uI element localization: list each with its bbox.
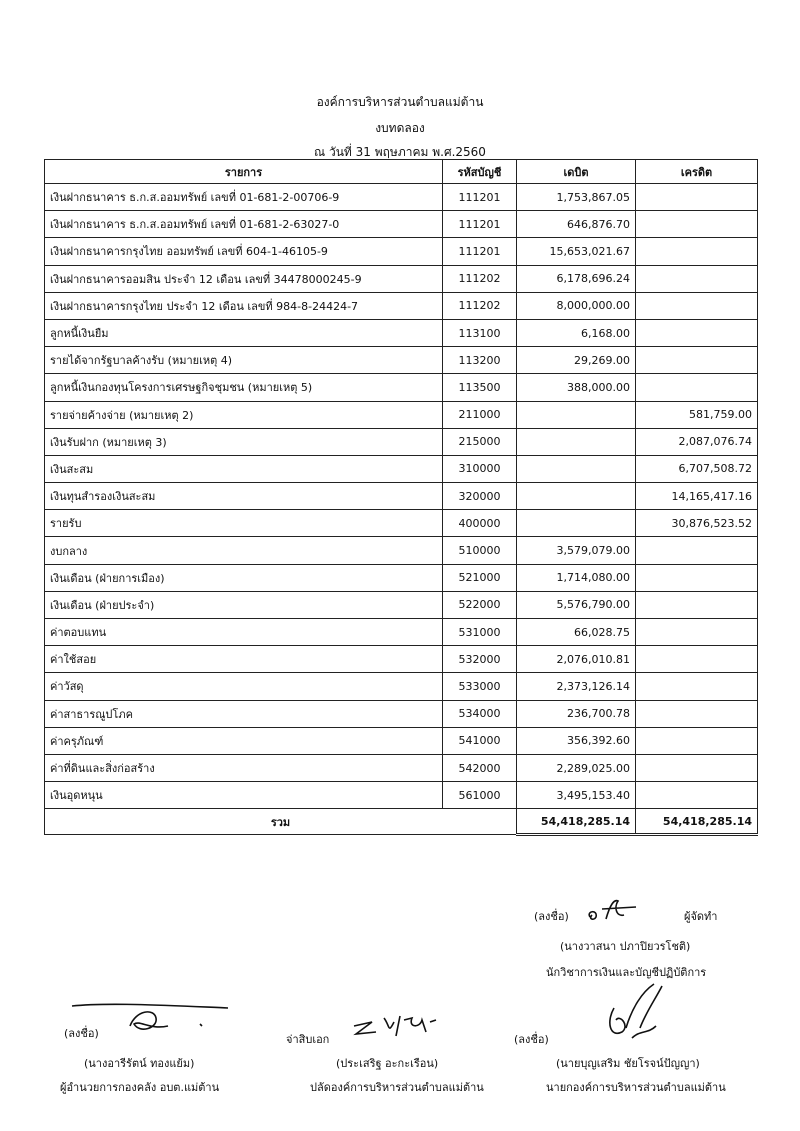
table-row (45, 347, 758, 374)
total-debit: 54,418,285.14 (517, 809, 636, 835)
row-debit (517, 483, 636, 510)
row-debit (517, 401, 636, 428)
row-account-code: 215000 (443, 428, 517, 455)
row-credit: 30,876,523.52 (636, 510, 758, 537)
row-credit (636, 292, 758, 319)
preparer-sign-prefix: (ลงชื่อ) (534, 910, 569, 923)
total-label: รวม (45, 809, 517, 835)
table-row (45, 428, 758, 455)
row-credit (636, 184, 758, 211)
mayor-signature-image (596, 978, 676, 1052)
row-item-name: เงินฝากธนาคาร ธ.ก.ส.ออมทรัพย์ เลขที่ 01-681-2-00706-9 (45, 184, 443, 211)
document-title: งบทดลอง (375, 121, 425, 135)
row-debit (517, 455, 636, 482)
row-credit (636, 727, 758, 754)
finance-name: (นางอารีรัตน์ ทองแย้ม) (84, 1057, 195, 1070)
row-item-name: ลูกหนี้เงินกองทุนโครงการเศรษฐกิจชุมชน (หมายเหตุ 5) (45, 374, 443, 401)
table-row (45, 673, 758, 700)
row-account-code: 400000 (443, 510, 517, 537)
row-credit (636, 319, 758, 346)
row-credit (636, 265, 758, 292)
row-debit: 66,028.75 (517, 619, 636, 646)
row-item-name: ค่าตอบแทน (45, 619, 443, 646)
deputy-name: (ประเสริฐ อะกะเรือน) (336, 1057, 439, 1070)
row-account-code: 561000 (443, 782, 517, 809)
row-account-code: 310000 (443, 455, 517, 482)
row-debit: 1,714,080.00 (517, 564, 636, 591)
row-item-name: ลูกหนี้เงินยืม (45, 319, 443, 346)
row-account-code: 522000 (443, 591, 517, 618)
preparer-name: (นางวาสนา ปภาปิยวรโชติ) (560, 940, 691, 953)
table-row (45, 184, 758, 211)
row-item-name: เงินเดือน (ฝ่ายประจำ) (45, 591, 443, 618)
row-item-name: เงินฝากธนาคารออมสิน ประจำ 12 เดือน เลขที่ 34478000245-9 (45, 265, 443, 292)
deputy-rank: จ่าสิบเอก (286, 1033, 330, 1046)
row-debit: 356,392.60 (517, 727, 636, 754)
table-row (45, 510, 758, 537)
row-credit (636, 619, 758, 646)
table-row (45, 374, 758, 401)
table-row (45, 646, 758, 673)
row-item-name: ค่าครุภัณฑ์ (45, 727, 443, 754)
mayor-position: นายกองค์การบริหารส่วนตำบลแม่ต้าน (546, 1081, 726, 1094)
row-account-code: 521000 (443, 564, 517, 591)
row-credit (636, 537, 758, 564)
table-row (45, 700, 758, 727)
row-debit (517, 428, 636, 455)
preparer-signature-image (584, 895, 654, 925)
row-account-code: 510000 (443, 537, 517, 564)
row-debit: 5,576,790.00 (517, 591, 636, 618)
row-credit (636, 782, 758, 809)
table-row (45, 537, 758, 564)
row-account-code: 211000 (443, 401, 517, 428)
row-debit: 6,168.00 (517, 319, 636, 346)
row-debit: 236,700.78 (517, 700, 636, 727)
mayor-sign-prefix: (ลงชื่อ) (514, 1033, 549, 1046)
table-header-row (45, 160, 758, 184)
table-row (45, 401, 758, 428)
table-row (45, 754, 758, 781)
row-item-name: เงินฝากธนาคารกรุงไทย ออมทรัพย์ เลขที่ 604-1-46105-9 (45, 238, 443, 265)
mayor-name: (นายบุญเสริม ชัยโรจน์ปัญญา) (556, 1057, 700, 1070)
row-account-code: 111201 (443, 238, 517, 265)
table-row (45, 319, 758, 346)
row-account-code: 111202 (443, 265, 517, 292)
table-row (45, 292, 758, 319)
deputy-signature-image (350, 1010, 450, 1044)
row-credit (636, 374, 758, 401)
table-row (45, 591, 758, 618)
row-debit: 8,000,000.00 (517, 292, 636, 319)
row-debit: 2,373,126.14 (517, 673, 636, 700)
row-item-name: เงินฝากธนาคาร ธ.ก.ส.ออมทรัพย์ เลขที่ 01-681-2-63027-0 (45, 211, 443, 238)
row-account-code: 320000 (443, 483, 517, 510)
finance-position: ผู้อำนวยการกองคลัง อบต.แม่ต้าน (60, 1081, 220, 1094)
row-credit (636, 700, 758, 727)
table-row (45, 265, 758, 292)
row-credit (636, 646, 758, 673)
row-credit: 2,087,076.74 (636, 428, 758, 455)
row-account-code: 113500 (443, 374, 517, 401)
row-account-code: 532000 (443, 646, 517, 673)
total-row (45, 809, 758, 835)
row-credit: 6,707,508.72 (636, 455, 758, 482)
row-credit (636, 754, 758, 781)
row-item-name: รายได้จากรัฐบาลค้างรับ (หมายเหตุ 4) (45, 347, 443, 374)
row-item-name: ค่าที่ดินและสิ่งก่อสร้าง (45, 754, 443, 781)
row-account-code: 542000 (443, 754, 517, 781)
row-debit: 2,076,010.81 (517, 646, 636, 673)
row-account-code: 111202 (443, 292, 517, 319)
trial-balance-table (44, 159, 758, 836)
preparer-position: นักวิชาการเงินและบัญชีปฏิบัติการ (546, 966, 707, 979)
table-row (45, 455, 758, 482)
row-debit: 1,753,867.05 (517, 184, 636, 211)
row-item-name: เงินสะสม (45, 455, 443, 482)
total-credit: 54,418,285.14 (636, 809, 758, 835)
row-debit: 29,269.00 (517, 347, 636, 374)
table-row (45, 238, 758, 265)
column-header-item: รายการ (45, 160, 443, 184)
document-date: ณ วันที่ 31 พฤษภาคม พ.ศ.2560 (314, 145, 486, 159)
table-row (45, 782, 758, 809)
table-row (45, 727, 758, 754)
row-item-name: รายจ่ายค้างจ่าย (หมายเหตุ 2) (45, 401, 443, 428)
row-credit: 581,759.00 (636, 401, 758, 428)
deputy-position: ปลัดองค์การบริหารส่วนตำบลแม่ต้าน (310, 1081, 484, 1094)
column-header-debit: เดบิต (517, 160, 636, 184)
row-credit: 14,165,417.16 (636, 483, 758, 510)
row-debit: 15,653,021.67 (517, 238, 636, 265)
organization-name: องค์การบริหารส่วนตำบลแม่ต้าน (316, 95, 484, 109)
row-item-name: เงินอุดหนุน (45, 782, 443, 809)
row-item-name: เงินฝากธนาคารกรุงไทย ประจำ 12 เดือน เลขที่ 984-8-24424-7 (45, 292, 443, 319)
row-debit: 388,000.00 (517, 374, 636, 401)
row-debit: 646,876.70 (517, 211, 636, 238)
row-credit (636, 211, 758, 238)
row-item-name: เงินเดือน (ฝ่ายการเมือง) (45, 564, 443, 591)
row-account-code: 113200 (443, 347, 517, 374)
row-credit (636, 238, 758, 265)
column-header-code: รหัสบัญชี (443, 160, 517, 184)
table-row (45, 619, 758, 646)
row-item-name: ค่าใช้สอย (45, 646, 443, 673)
row-debit: 3,579,079.00 (517, 537, 636, 564)
table-row (45, 483, 758, 510)
row-item-name: เงินรับฝาก (หมายเหตุ 3) (45, 428, 443, 455)
row-credit (636, 564, 758, 591)
row-credit (636, 347, 758, 374)
row-debit: 3,495,153.40 (517, 782, 636, 809)
row-debit: 6,178,696.24 (517, 265, 636, 292)
preparer-sign-suffix: ผู้จัดทำ (684, 910, 718, 923)
row-account-code: 541000 (443, 727, 517, 754)
row-item-name: ค่าวัสดุ (45, 673, 443, 700)
column-header-credit: เครดิต (636, 160, 758, 184)
finance-sign-prefix: (ลงชื่อ) (64, 1027, 99, 1040)
row-account-code: 533000 (443, 673, 517, 700)
table-body (45, 184, 758, 809)
row-account-code: 111201 (443, 184, 517, 211)
row-debit (517, 510, 636, 537)
row-account-code: 111201 (443, 211, 517, 238)
row-item-name: งบกลาง (45, 537, 443, 564)
row-account-code: 531000 (443, 619, 517, 646)
row-credit (636, 673, 758, 700)
table-row (45, 564, 758, 591)
row-account-code: 113100 (443, 319, 517, 346)
row-item-name: รายรับ (45, 510, 443, 537)
row-credit (636, 591, 758, 618)
row-account-code: 534000 (443, 700, 517, 727)
table-row (45, 211, 758, 238)
row-item-name: ค่าสาธารณูปโภค (45, 700, 443, 727)
row-item-name: เงินทุนสำรองเงินสะสม (45, 483, 443, 510)
finance-signature-image (70, 996, 230, 1038)
row-debit: 2,289,025.00 (517, 754, 636, 781)
